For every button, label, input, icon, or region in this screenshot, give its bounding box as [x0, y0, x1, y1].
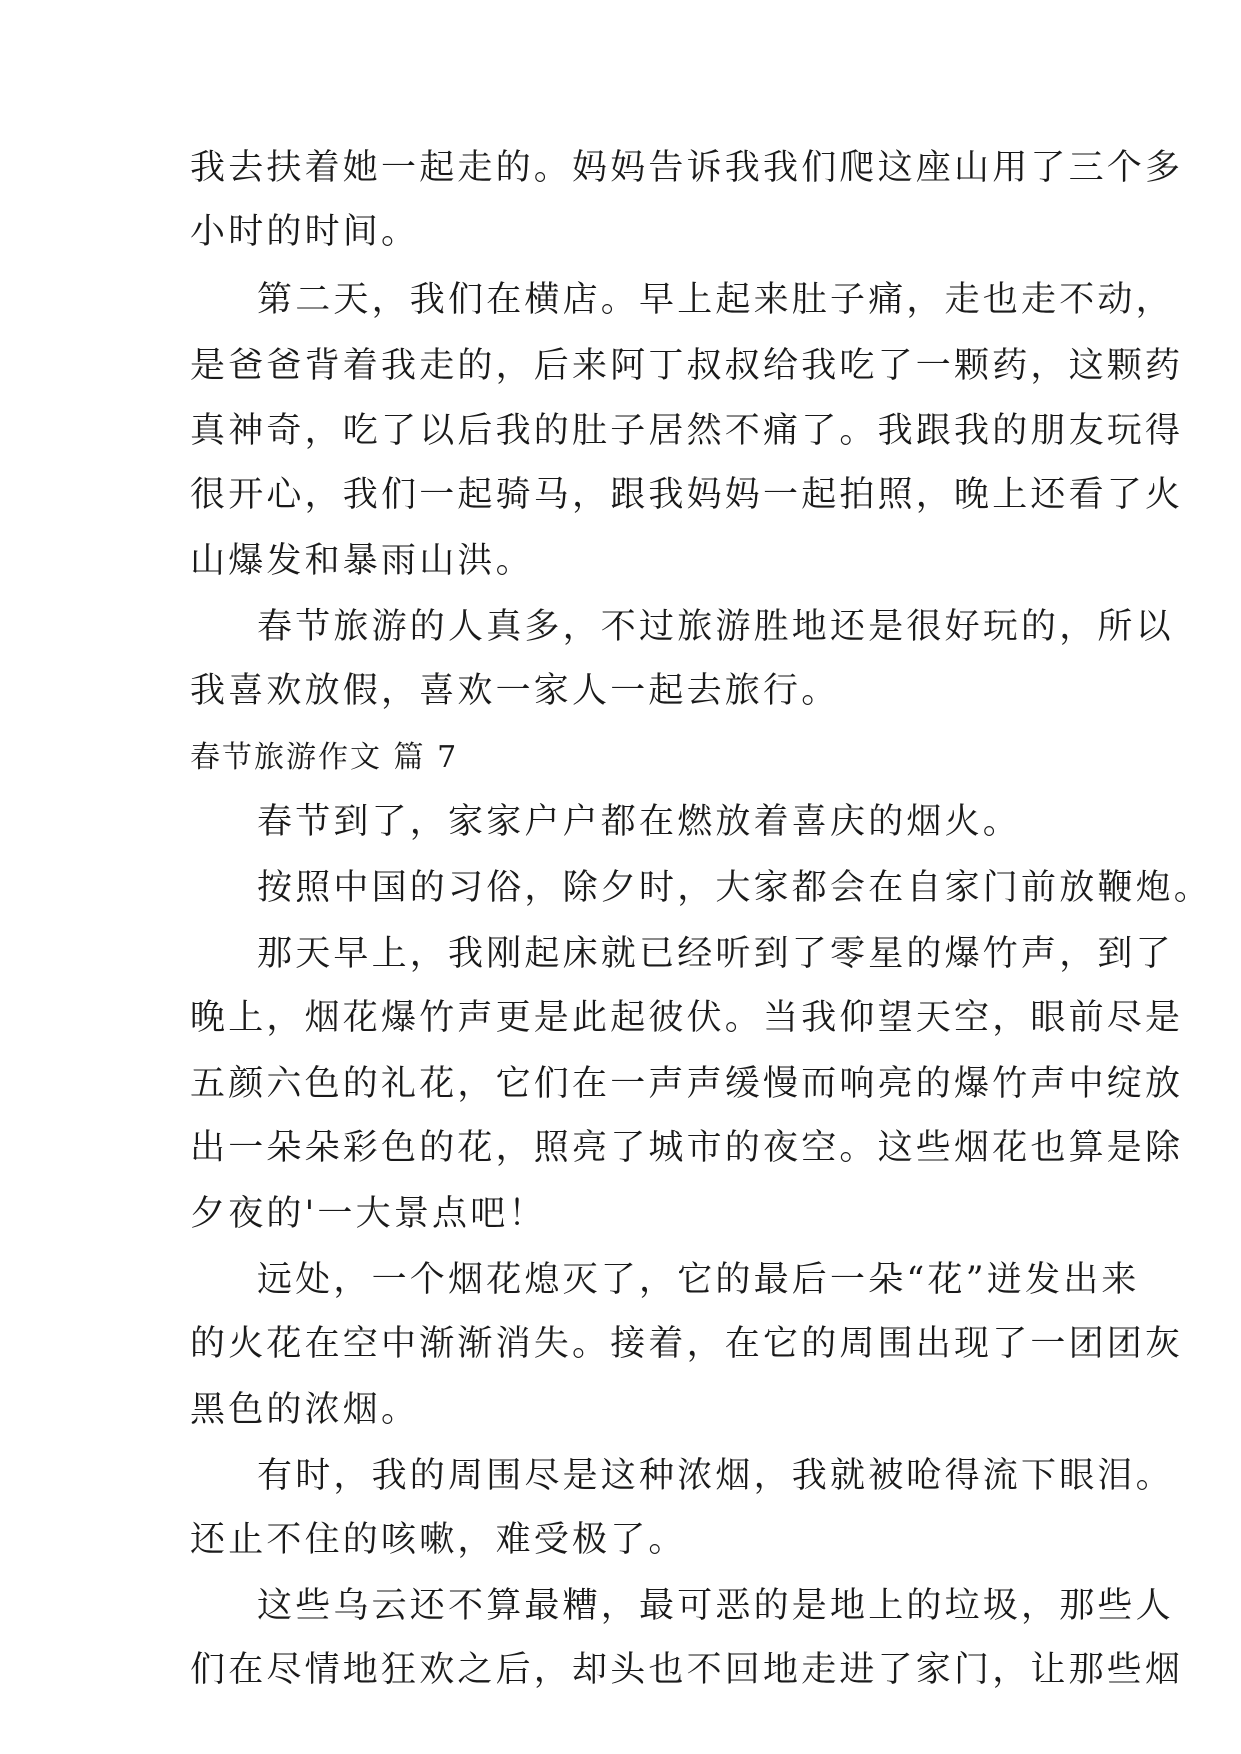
text-line: 很开心，我们一起骑马，跟我妈妈一起拍照，晚上还看了火 [190, 475, 1184, 515]
paragraph-start: 春节到了，家家户户都在燃放着喜庆的烟火。 [257, 802, 1022, 842]
paragraph-start: 远处，一个烟花熄灭了，它的最后一朵“花”迸发出来 [257, 1260, 1140, 1300]
text-line: 晚上，烟花爆竹声更是此起彼伏。当我仰望天空，眼前尽是 [190, 998, 1184, 1038]
text-line: 是爸爸背着我走的，后来阿丁叔叔给我吃了一颗药，这颗药 [190, 346, 1184, 386]
paragraph-start: 按照中国的习俗，除夕时，大家都会在自家门前放鞭炮。 [257, 868, 1213, 908]
paragraph-start: 那天早上，我刚起床就已经听到了零星的爆竹声，到了 [257, 934, 1174, 974]
text-line: 小时的时间。 [190, 212, 420, 252]
text-line: 出一朵朵彩色的花，照亮了城市的夜空。这些烟花也算是除 [190, 1128, 1184, 1168]
text-line: 夕夜的'一大景点吧！ [190, 1194, 547, 1234]
text-line: 我去扶着她一起走的。妈妈告诉我我们爬这座山用了三个多 [190, 148, 1184, 188]
paragraph-start: 春节旅游的人真多，不过旅游胜地还是很好玩的，所以 [257, 607, 1174, 647]
text-line: 黑色的浓烟。 [190, 1390, 420, 1430]
paragraph-start: 第二天，我们在横店。早上起来肚子痛，走也走不动， [257, 280, 1174, 320]
paragraph-start: 有时，我的周围尽是这种浓烟，我就被呛得流下眼泪。 [257, 1456, 1174, 1496]
text-line: 还止不住的咳嗽，难受极了。 [190, 1520, 687, 1560]
text-line: 真神奇，吃了以后我的肚子居然不痛了。我跟我的朋友玩得 [190, 411, 1184, 451]
paragraph-start: 这些乌云还不算最糟，最可恶的是地上的垃圾，那些人 [257, 1586, 1174, 1626]
section-heading: 春节旅游作文 篇 7 [190, 740, 459, 775]
text-line: 我喜欢放假，喜欢一家人一起去旅行。 [190, 671, 840, 711]
text-line: 山爆发和暴雨山洪。 [190, 541, 534, 581]
text-line: 的火花在空中渐渐消失。接着，在它的周围出现了一团团灰 [190, 1324, 1184, 1364]
text-line: 五颜六色的礼花，它们在一声声缓慢而响亮的爆竹声中绽放 [190, 1064, 1184, 1104]
text-line: 们在尽情地狂欢之后，却头也不回地走进了家门，让那些烟 [190, 1650, 1184, 1690]
